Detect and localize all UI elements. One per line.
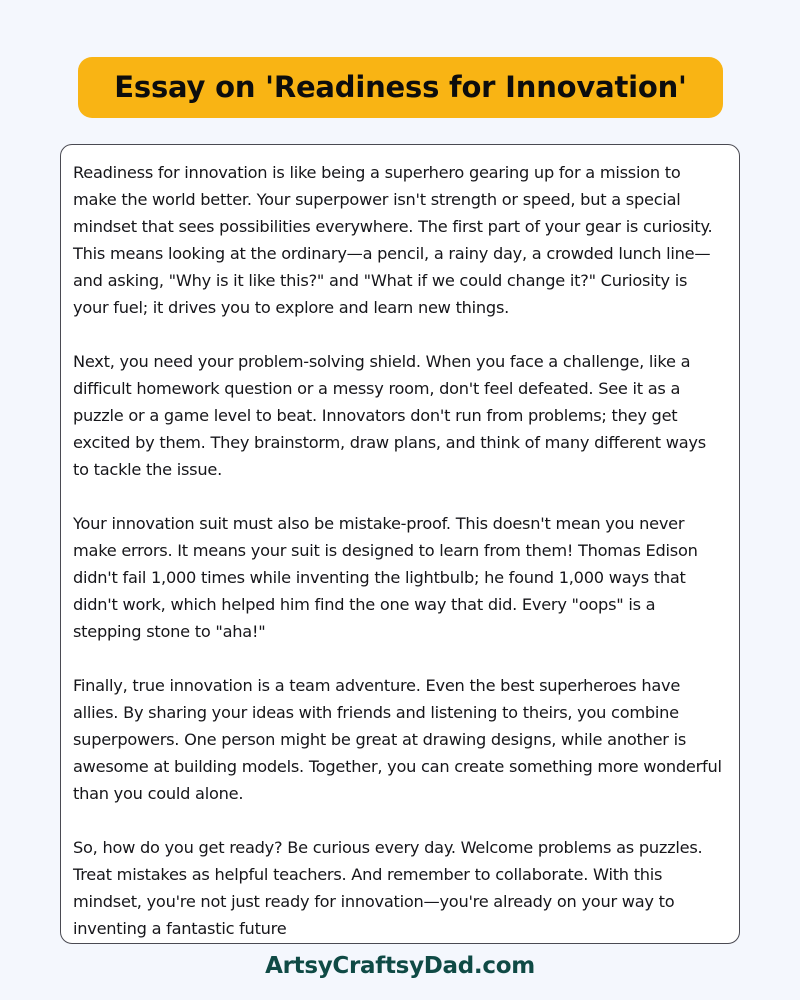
essay-paragraph-5: So, how do you get ready? Be curious every day. Welcome problems as puzzles. Treat mistakes as helpful teachers. And remember to collaborate. With this mindset, you're not just ready for innovation—you're already on your way to inventing a fantastic future — [73, 838, 703, 938]
essay-paragraph-4: Finally, true innovation is a team adventure. Even the best superheroes have allies. By sharing your ideas with friends and listening to theirs, you combine superpowers. One person might be great at drawing designs, while another is awesome at building models. Together, you can create something more wonderful than you could alone. — [73, 676, 722, 803]
site-credit: ArtsyCraftsyDad.com — [265, 953, 535, 979]
essay-body — [73, 159, 723, 942]
essay-card — [60, 144, 740, 944]
page-title: Essay on 'Readiness for Innovation' — [114, 70, 687, 104]
title-banner — [78, 57, 723, 118]
essay-paragraph-3: Your innovation suit must also be mistake-proof. This doesn't mean you never make errors. It means your suit is designed to learn from them! Thomas Edison didn't fail 1,000 times while inventing the lightbulb; he found 1,000 ways that didn't work, which helped him find the one way that did. Every "oops" is a stepping stone to "aha!" — [73, 514, 698, 641]
essay-paragraph-1: Readiness for innovation is like being a superhero gearing up for a mission to make the world better. Your superpower isn't strength or speed, but a special mindset that sees possibilities everywhere. The first part of your gear is curiosity. This means looking at the ordinary—a pencil, a rainy day, a crowded lunch line—and asking, "Why is it like this?" and "What if we could change it?" Curiosity is your fuel; it drives you to explore and learn new things. — [73, 163, 713, 317]
essay-paragraph-2: Next, you need your problem-solving shield. When you face a challenge, like a difficult homework question or a messy room, don't feel defeated. See it as a puzzle or a game level to beat. Innovators don't run from problems; they get excited by them. They brainstorm, draw plans, and think of many different ways to tackle the issue. — [73, 352, 706, 479]
footer — [0, 955, 800, 978]
